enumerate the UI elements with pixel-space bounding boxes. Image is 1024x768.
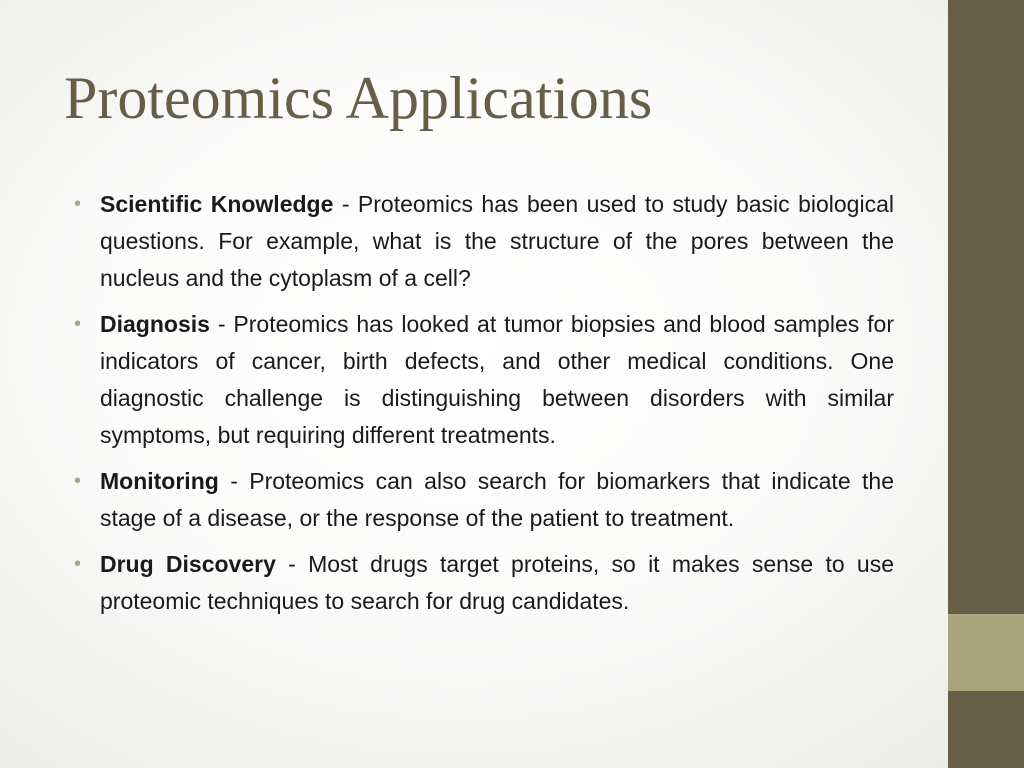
bullet-item-diagnosis [74,306,894,454]
bullet-term: Diagnosis [100,311,210,337]
bullet-text: - Most drugs target proteins, so it makes sense to use proteomic techniques to search for drug candidates. [100,551,894,614]
bullet-list [74,186,894,629]
bullet-item-drug-discovery [74,546,894,620]
side-accent-block [948,614,1024,691]
bullet-term: Scientific Knowledge [100,191,334,217]
bullet-item-scientific-knowledge [74,186,894,297]
bullet-text: - Proteomics can also search for biomarkers that indicate the stage of a disease, or the response of the patient to treatment. [100,468,894,531]
bullet-text: - Proteomics has looked at tumor biopsies and blood samples for indicators of cancer, birth defects, and other medical conditions. One diagnostic challenge is distinguishing between disorders with similar symptoms, but requiring different treatments. [100,311,894,448]
bullet-text: - Proteomics has been used to study basic biological questions. For example, what is the structure of the pores between the nucleus and the cytoplasm of a cell? [100,191,894,291]
bullet-dot-icon: • [74,313,82,335]
bullet-dot-icon: • [74,193,82,215]
bullet-item-monitoring [74,463,894,537]
bullet-dot-icon: • [74,553,82,575]
bullet-term: Drug Discovery [100,551,276,577]
bullet-term: Monitoring [100,468,219,494]
bullet-dot-icon: • [74,470,82,492]
slide-title: Proteomics Applications [64,65,653,131]
